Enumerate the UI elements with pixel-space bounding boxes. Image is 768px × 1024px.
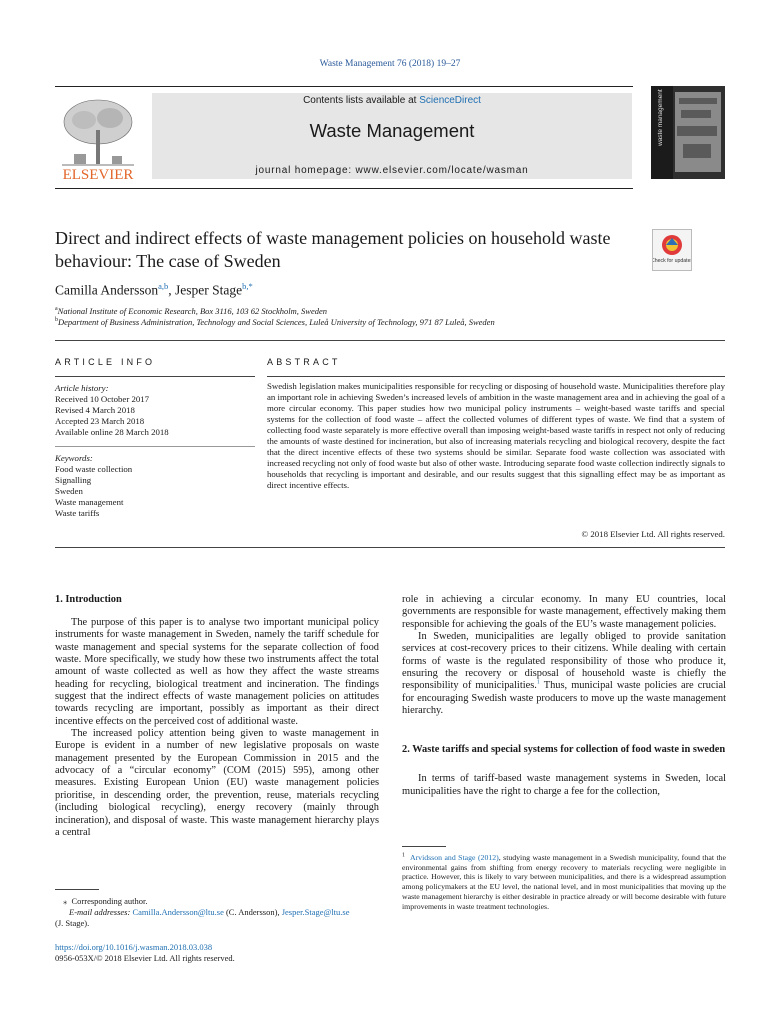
affiliation-text: Department of Business Administration, Technology and Social Sciences, Luleå University of Technology, 971 87 Luleå, Sweden <box>58 317 495 327</box>
paragraph: The increased policy attention being given to waste management in Europe is evident in a number of new legislative proposals on waste management presented by the European Commission in 2015 and the advocacy of a “circular economy” (COM (2015) 595), among other measures. Existing European Union (EU) waste management policies prioritise, in descending order, the prevention, reuse, materials recycling (including biological recycling), energy recovery (mainly through incineration), and disposal of waste. This waste management hierarchy plays a central <box>55 728 379 838</box>
history-item: Revised 4 March 2018 <box>55 405 135 415</box>
corresponding-label: Corresponding author. <box>71 896 148 906</box>
article-info <box>55 383 255 519</box>
paragraph: In terms of tariff-based waste management systems in Sweden, local municipalities have the right to charge a fee for the collection, <box>402 773 726 797</box>
title-divider <box>55 340 725 341</box>
journal-reference[interactable]: Waste Management 76 (2018) 19–27 <box>319 59 461 69</box>
elsevier-logo <box>52 90 144 182</box>
elsevier-wordmark: ELSEVIER <box>62 167 134 182</box>
email-link[interactable]: Camilla.Andersson@ltu.se <box>132 906 224 917</box>
author-affiliation-marker[interactable]: a,b <box>158 281 169 291</box>
author-affiliation-marker[interactable]: b,* <box>242 281 253 291</box>
footnote-reference[interactable]: 1 <box>536 679 540 686</box>
body-left-column <box>55 593 379 839</box>
journal-homepage[interactable]: journal homepage: www.elsevier.com/locate/wasman <box>255 165 529 176</box>
corresponding-rule <box>55 889 99 890</box>
journal-title: Waste Management <box>309 120 475 141</box>
paragraph-text: In Sweden, municipalities are legally obliged to provide sanitation services at cost-recovery prices to their citizens. While dealing with certain forms of waste is the regulated responsibility of those who produce it, ensuring the recovery or disposal of household waste is chiefly the responsibility of municipalities. <box>402 631 726 692</box>
crossmark-label: Check for updates <box>653 258 691 264</box>
abstract-text: Swedish legislation makes municipalities responsible for recycling or disposing of household waste. Municipalities therefore play an important role in achieving Sweden’s increased levels of ambition in the waste management area and in achieving the goal of a more circular economy. This paper studies how two municipal policy instruments – weight-based waste tariffs and special systems for the collection of food waste – affect the collected volumes of different types of waste. We find that a system of collecting food waste separately is more effective overall than imposing weight-based waste tariffs in respect not only of reducing the amounts of waste destined for incineration, but also of increasing materials recycling and biological recovery, despite the fact that the direct incentive effects of these two systems should be similar. Separate food waste collection was associated with increased recycling not only of food waste but also of other waste. Introducing separate food waste collection indirectly signals to households that recycling is important and desirable, and our results suggest that this signalling effect may be as important as direct incentive effects. <box>267 381 725 491</box>
header-top-rule <box>55 86 633 87</box>
affiliation <box>55 317 495 327</box>
email-label: E-mail addresses: <box>69 906 131 917</box>
contents-line <box>152 95 632 106</box>
keyword[interactable]: Waste management <box>55 497 124 507</box>
section-heading-waste-tariffs: 2. Waste tariffs and special systems for collection of food waste in sweden <box>402 744 726 756</box>
email-link[interactable]: Jesper.Stage@ltu.se <box>281 906 350 917</box>
corresponding-mark: ⁎ <box>63 896 68 906</box>
crossmark-badge[interactable] <box>652 229 692 271</box>
author-separator: , <box>168 282 176 298</box>
paragraph: role in achieving a circular economy. In many EU countries, local governments are responsible for waste management, effectively making them responsible for achieving the goals of the EU’s waste management policies. <box>402 594 726 630</box>
history-item: Available online 28 March 2018 <box>55 427 169 437</box>
keywords-divider <box>55 446 255 447</box>
sciencedirect-link[interactable]: ScienceDirect <box>419 95 481 106</box>
history-label: Article history: <box>55 383 109 393</box>
journal-cover-image <box>651 86 725 179</box>
affiliation-marker: b <box>55 317 58 324</box>
affiliation-marker: a <box>55 306 58 313</box>
footnote-citation-link[interactable]: Arvidsson and Stage (2012) <box>409 853 499 862</box>
cover-text: waste management <box>657 89 664 146</box>
footnote-marker: 1 <box>402 852 405 859</box>
issn-line: 0956-053X/© 2018 Elsevier Ltd. All rights reserved. <box>55 952 235 963</box>
affiliation-text: National Institute of Economic Research, Box 3116, 103 62 Stockholm, Sweden <box>57 306 328 316</box>
email-owner: (J. Stage). <box>55 917 90 928</box>
keyword[interactable]: Signalling <box>55 475 92 485</box>
abstract-rule <box>267 376 725 377</box>
keyword[interactable]: Sweden <box>55 486 83 496</box>
abstract-heading: ABSTRACT <box>267 357 341 367</box>
author-name: Camilla Andersson <box>55 282 159 298</box>
abstract-bottom-rule <box>55 547 725 548</box>
author-list <box>55 281 253 299</box>
footnote-rule <box>402 846 446 847</box>
body-right-column <box>402 594 726 798</box>
contents-prefix: Contents lists available at <box>303 95 420 106</box>
header-bottom-rule <box>55 188 633 189</box>
article-info-rule <box>55 376 255 377</box>
keyword[interactable]: Food waste collection <box>55 464 133 474</box>
doi-block <box>55 942 385 964</box>
doi-link[interactable]: https://doi.org/10.1016/j.wasman.2018.03.038 <box>55 942 213 952</box>
paragraph: The purpose of this paper is to analyse two important municipal policy instruments for waste management in Sweden, namely the tariff schedule for waste management and special systems for the separate collection of food waste. More specifically, we study how these two instruments affect the total amount of waste collected as well as how they affect the waste streams heading for recycling, biological treatment and incineration. The findings suggest that the indirect effects of waste management policies on attitudes towards recycling are important, possibly as important as their direct incentive effects on the perceived cost of additional waste. <box>55 617 379 727</box>
paragraph <box>402 631 726 717</box>
section-heading-introduction: 1. Introduction <box>55 594 122 605</box>
paragraph-text: Thus, municipal waste policies are crucial for encouraging Swedish waste producers to move up the waste management hierarchy. <box>402 680 726 717</box>
history-item: Received 10 October 2017 <box>55 394 150 404</box>
email-owner: (C. Andersson), <box>223 906 282 917</box>
article-title: Direct and indirect effects of waste management policies on household waste behaviour: The case of Sweden <box>55 228 611 271</box>
corresponding-author <box>55 896 385 928</box>
keyword[interactable]: Waste tariffs <box>55 508 100 518</box>
article-info-heading: ARTICLE INFO <box>55 357 156 367</box>
footnote <box>402 853 726 911</box>
footnote-text: , studying waste management in a Swedish municipality, found that the environmental gains from shifting from energy recovery to materials recycling were negligible in practice. However, this is likely to vary between municipalities, and there is a widespread assumption among policymakers at the EU level, the national level, and in most municipalities that moving up the waste management hierarchy is either desirable in practice already or will become desirable with future improvements in waste treatment technologies. <box>402 853 726 911</box>
author-name: Jesper Stage <box>175 282 243 298</box>
affiliation <box>55 306 327 316</box>
history-item: Accepted 23 March 2018 <box>55 416 145 426</box>
keywords-label: Keywords: <box>55 453 93 463</box>
abstract-copyright: © 2018 Elsevier Ltd. All rights reserved. <box>581 529 725 539</box>
